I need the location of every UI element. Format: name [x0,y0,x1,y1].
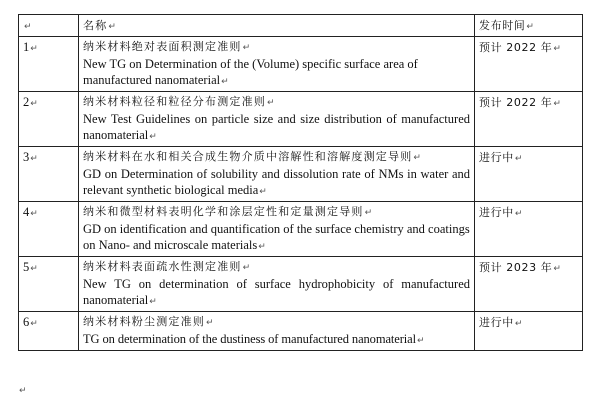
paragraph-mark-icon: ↵ [19,386,27,396]
paragraph-mark-icon: ↵ [514,209,523,219]
paragraph-mark-icon: ↵ [258,242,266,252]
row-name-cell [79,257,475,312]
row-number-cell: 2↵ [19,92,79,147]
paragraph-mark-icon: ↵ [24,22,32,32]
row-number-cell: 1↵ [19,37,79,92]
paragraph-mark-icon: ↵ [30,264,38,274]
table-row [19,147,583,202]
row-number-cell: 3↵ [19,147,79,202]
paragraph-mark-icon: ↵ [30,99,38,109]
row-name-cell [79,147,475,202]
row-date-cell: 进行中↵ [475,312,583,351]
name-english: GD on identification and quantification of the surface chemistry and coatings on Nano- and microscale materials↵ [83,222,470,252]
paragraph-mark-icon: ↵ [221,77,229,87]
paragraph-mark-icon: ↵ [526,22,534,32]
paragraph-mark-icon: ↵ [514,319,523,329]
paragraph-mark-icon: ↵ [108,22,116,32]
name-chinese: 纳米材料粉尘测定准则↵ [83,315,215,328]
row-date-cell: 预计 2023 年↵ [475,257,583,312]
table-row [19,202,583,257]
table-row [19,92,583,147]
row-number-cell: 6↵ [19,312,79,351]
name-english: GD on Determination of solubility and dissolution rate of NMs in water and relevant synthetic biological media↵ [83,167,470,197]
row-name-cell [79,202,475,257]
row-name-cell [79,312,475,351]
header-name-cell: 名称↵ [79,15,475,37]
paragraph-mark-icon: ↵ [413,153,423,163]
row-name-cell [79,92,475,147]
paragraph-mark-icon: ↵ [259,187,267,197]
paragraph-mark-icon: ↵ [30,319,38,329]
paragraph-mark-icon: ↵ [553,264,561,274]
paragraph-mark-icon: ↵ [267,98,276,108]
paragraph-mark-icon: ↵ [149,132,157,142]
paragraph-mark-icon: ↵ [242,43,252,53]
paragraph-mark-icon: ↵ [149,297,157,307]
row-date-cell: 预计 2022 年↵ [475,37,583,92]
name-chinese: 纳米和微型材料表明化学和涂层定性和定量测定导则↵ [83,205,374,218]
name-chinese: 纳米材料绝对表面积测定准则↵ [83,40,252,53]
table-header-row [19,15,583,37]
name-english: New TG on determination of surface hydrophobicity of manufactured nanomaterial↵ [83,277,470,307]
paragraph-mark-icon: ↵ [553,99,561,109]
name-english: TG on determination of the dustiness of manufactured nanomaterial↵ [83,332,425,346]
row-number-cell: 5↵ [19,257,79,312]
row-date-cell: 预计 2022 年↵ [475,92,583,147]
table-row [19,257,583,312]
paragraph-mark-icon: ↵ [242,263,252,273]
row-name-cell [79,37,475,92]
paragraph-mark-icon: ↵ [416,336,425,346]
name-english: New Test Guidelines on particle size and size distribution of manufactured nanomaterial↵ [83,112,470,142]
paragraph-mark-icon: ↵ [553,44,561,54]
table-row [19,312,583,351]
paragraph-mark-icon: ↵ [30,44,38,54]
name-english: New TG on Determination of the (Volume) specific surface area of manufactured nanomaterial↵ [83,57,418,87]
paragraph-mark-icon: ↵ [514,154,523,164]
paragraph-mark-icon: ↵ [30,154,38,164]
paragraph-mark-icon: ↵ [206,318,215,328]
row-number-cell: 4↵ [19,202,79,257]
row-date-cell: 进行中↵ [475,202,583,257]
name-chinese: 纳米材料表面疏水性测定准则↵ [83,260,252,273]
header-date-cell: 发布时间↵ [475,15,583,37]
guidelines-table [18,14,583,351]
paragraph-mark-icon: ↵ [364,208,374,218]
row-date-cell: 进行中↵ [475,147,583,202]
name-chinese: 纳米材料在水和相关合成生物介质中溶解性和溶解度测定导则↵ [83,150,423,163]
header-no-cell [19,15,79,37]
paragraph-mark-icon: ↵ [30,209,38,219]
table-row [19,37,583,92]
name-chinese: 纳米材料粒径和粒径分布测定准则↵ [83,95,276,108]
